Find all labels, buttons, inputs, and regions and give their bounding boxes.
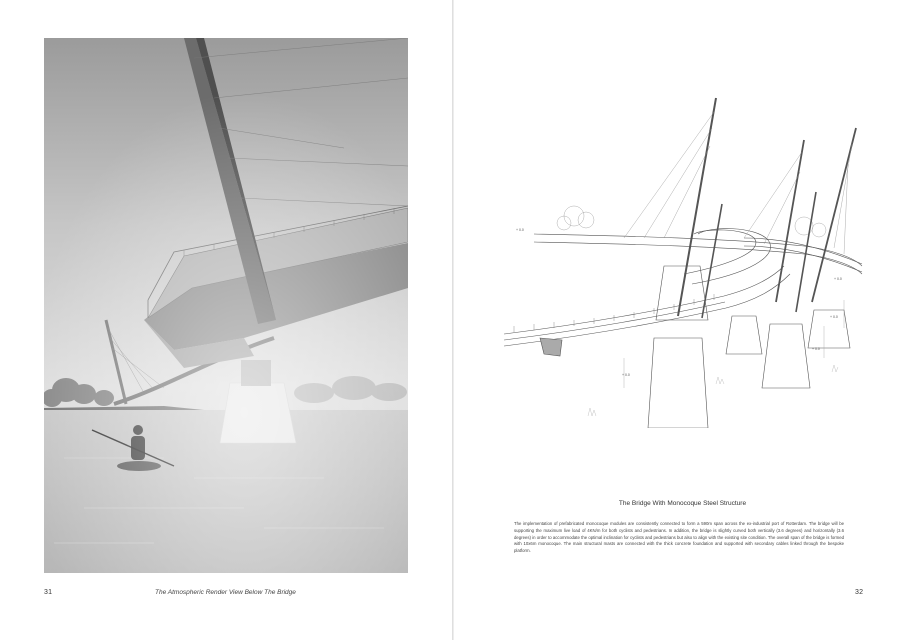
left-caption: The Atmospheric Render View Below The Bridge bbox=[155, 589, 296, 596]
bridge-technical-drawing bbox=[504, 88, 864, 428]
left-page-number: 31 bbox=[44, 589, 53, 596]
figure-description: The implementation of prefabricated monocoque modules are consistently connected to form a 590m span across the ex-industrial port of Rotterdam. The bridge will be supporting the maximum live load of 4KN/m for both cyclists and pedestrians. In addition, the bridge is slightly curved both vertically (3.6 degrees) and horizontally (3.6 degrees) in order to accommodate the optimal inclination for cyclists and pedestrians but also to align with the existing site condition. The overall span of the bridge is formed with 10x6m monocoque. The main structural masts are connected with the thick concrete foundation and supported with secondary cables linked through the bespoke platform. bbox=[514, 521, 844, 554]
atmospheric-render-image bbox=[44, 38, 408, 573]
figure-title: The Bridge With Monocoque Steel Structure bbox=[618, 500, 747, 507]
drawing-label: + 0.0 bbox=[812, 347, 820, 351]
left-page bbox=[0, 0, 452, 640]
drawing-label: + 0.0 bbox=[622, 373, 630, 377]
drawing-label: + 0.0 bbox=[834, 277, 842, 281]
right-page-number: 32 bbox=[855, 589, 864, 596]
drawing-label: + 0.0 bbox=[516, 228, 524, 232]
drawing-label: + 0.0 bbox=[830, 315, 838, 319]
